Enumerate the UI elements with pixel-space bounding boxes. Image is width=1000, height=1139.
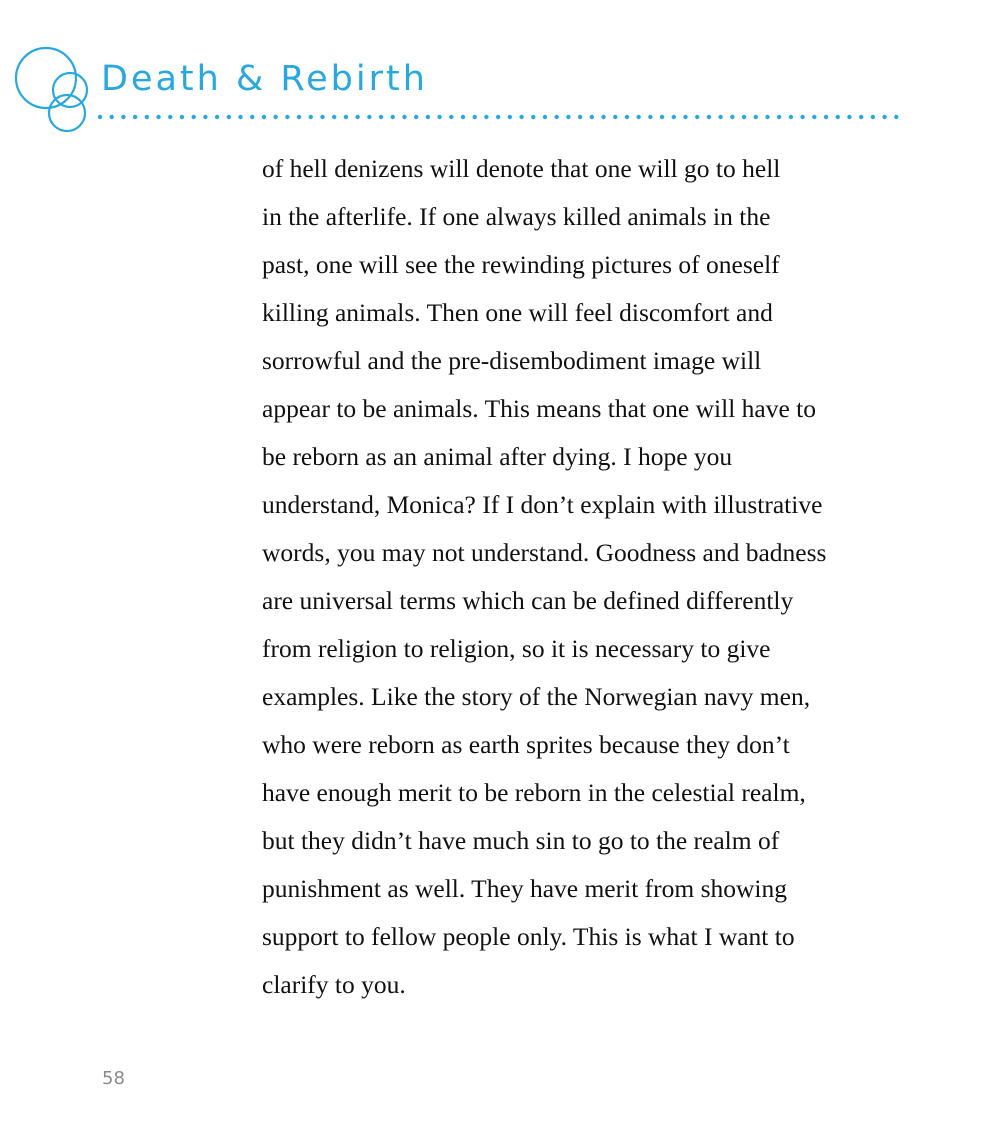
text-line: past, one will see the rewinding pictures of oneself bbox=[262, 250, 780, 279]
text-line: are universal terms which can be defined differently bbox=[262, 586, 794, 615]
dotted-divider bbox=[96, 113, 904, 121]
text-line: of hell denizens will denote that one will go to hell bbox=[262, 154, 781, 183]
text-line: examples. Like the story of the Norwegian navy men, bbox=[262, 682, 811, 711]
body-text bbox=[262, 145, 826, 1009]
text-line: words, you may not understand. Goodness and badness bbox=[262, 538, 827, 567]
text-line: have enough merit to be reborn in the celestial realm, bbox=[262, 778, 806, 807]
page-title: Death & Rebirth bbox=[101, 59, 428, 99]
text-line: sorrowful and the pre-disembodiment image will bbox=[262, 346, 762, 375]
page-number: 58 bbox=[102, 1068, 125, 1089]
text-line: appear to be animals. This means that one will have to bbox=[262, 394, 817, 423]
text-line: who were reborn as earth sprites because they don’t bbox=[262, 730, 790, 759]
text-line: clarify to you. bbox=[262, 970, 406, 999]
text-line: from religion to religion, so it is necessary to give bbox=[262, 634, 771, 663]
text-line: in the afterlife. If one always killed animals in the bbox=[262, 202, 771, 231]
text-line: killing animals. Then one will feel discomfort and bbox=[262, 298, 773, 327]
overlapping-circles-icon bbox=[14, 40, 94, 135]
text-line: be reborn as an animal after dying. I hope you bbox=[262, 442, 733, 471]
text-line: but they didn’t have much sin to go to the realm of bbox=[262, 826, 780, 855]
text-line: punishment as well. They have merit from showing bbox=[262, 874, 788, 903]
text-line: understand, Monica? If I don’t explain with illustrative bbox=[262, 490, 823, 519]
text-line: support to fellow people only. This is what I want to bbox=[262, 922, 795, 951]
